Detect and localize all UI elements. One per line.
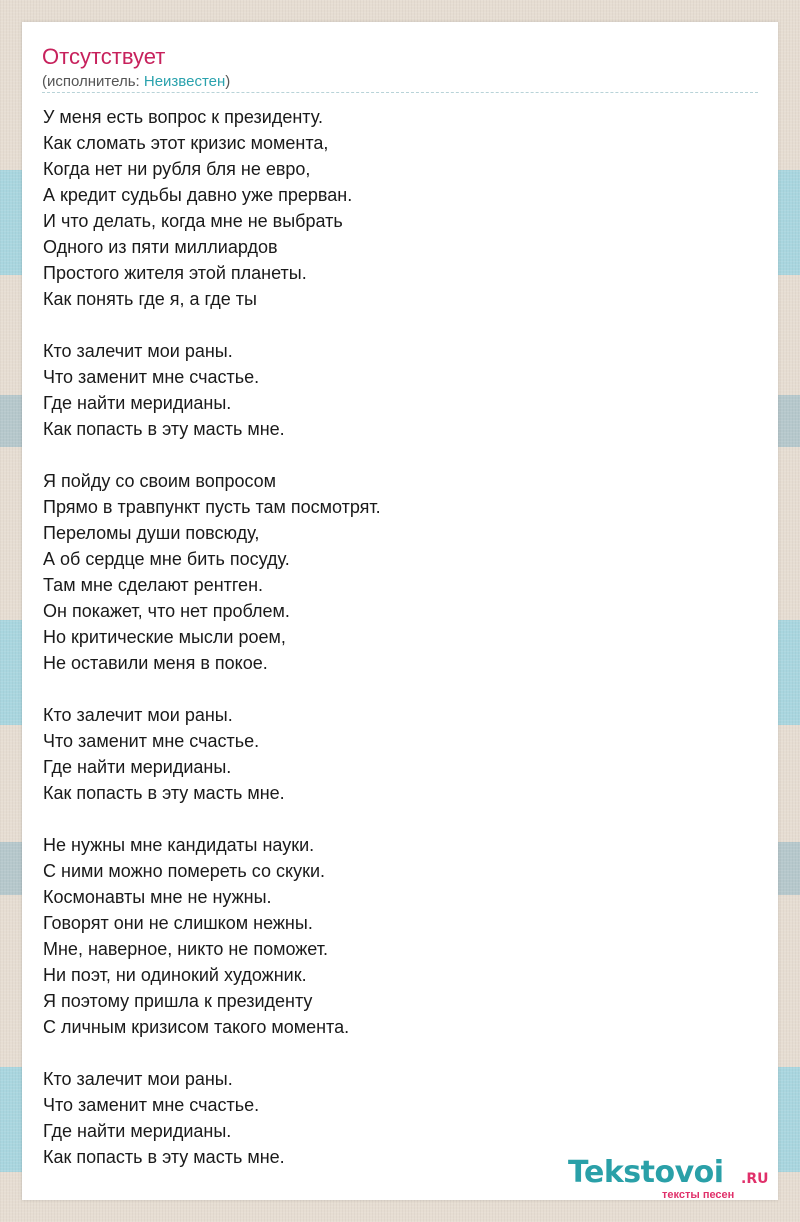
lyric-line: Когда нет ни рубля бля не евро, [43, 159, 311, 179]
artist-line [42, 73, 230, 91]
stanza [43, 338, 743, 442]
lyric-line: Там мне сделают рентген. [43, 575, 264, 595]
lyric-line: Говорят они не слишком нежны. [43, 913, 313, 933]
lyric-line: Ни поэт, ни одинокий художник. [43, 965, 307, 985]
lyric-line: Простого жителя этой планеты. [43, 263, 307, 283]
artist-link[interactable]: Неизвестен [143, 73, 226, 90]
lyric-line: Я поэтому пришла к президенту [43, 991, 313, 1011]
lyric-line: Как попасть в эту масть мне. [43, 419, 285, 439]
lyric-line: Он покажет, что нет проблем. [43, 601, 290, 621]
lyric-line: Как попасть в эту масть мне. [43, 1147, 285, 1167]
lyric-line: Но критические мысли роем, [43, 627, 286, 647]
song-title: Отсутствует [42, 44, 166, 69]
artist-suffix: ) [225, 73, 231, 90]
lyric-line: Космонавты мне не нужны. [43, 887, 272, 907]
lyrics-card [22, 22, 778, 1200]
stanza [43, 468, 743, 676]
lyric-line: Где найти меридианы. [43, 1121, 232, 1141]
lyric-line: А кредит судьбы давно уже прерван. [43, 185, 353, 205]
lyric-line: Где найти меридианы. [43, 757, 232, 777]
brand-logo-text: Tekstovoi [568, 1155, 724, 1190]
lyric-line: Переломы души повсюду, [43, 523, 260, 543]
lyric-line: Не нужны мне кандидаты науки. [43, 835, 315, 855]
site-watermark [568, 1155, 778, 1201]
lyric-line: Что заменит мне счастье. [43, 731, 260, 751]
lyric-line: Я пойду со своим вопросом [43, 471, 277, 491]
lyric-line: Что заменит мне счастье. [43, 367, 260, 387]
lyric-line: С ними можно помереть со скуки. [43, 861, 326, 881]
lyrics-body [43, 104, 743, 1196]
lyric-line: Что заменит мне счастье. [43, 1095, 260, 1115]
lyric-line: Не оставили меня в покое. [43, 653, 268, 673]
title-divider [42, 92, 758, 93]
lyric-line: Мне, наверное, никто не поможет. [43, 939, 328, 959]
lyric-line: И что делать, когда мне не выбрать [43, 211, 343, 231]
lyric-line: Как попасть в эту масть мне. [43, 783, 285, 803]
brand-tagline: тексты песен [662, 1189, 735, 1201]
stanza [43, 104, 743, 312]
lyric-line: Как понять где я, а где ты [43, 289, 257, 309]
lyric-line: Как сломать этот кризис момента, [43, 133, 329, 153]
stanza [43, 702, 743, 806]
lyric-line: А об сердце мне бить посуду. [43, 549, 290, 569]
lyric-line: Где найти меридианы. [43, 393, 232, 413]
lyric-line: Прямо в травпункт пусть там посмотрят. [43, 497, 381, 517]
lyric-line: С личным кризисом такого момента. [43, 1017, 350, 1037]
lyric-line: У меня есть вопрос к президенту. [43, 107, 323, 127]
brand-tld: .RU [741, 1171, 769, 1187]
lyric-line: Кто залечит мои раны. [43, 341, 233, 361]
lyric-line: Одного из пяти миллиардов [43, 237, 278, 257]
artist-prefix: (исполнитель: [42, 73, 144, 90]
lyric-line: Кто залечит мои раны. [43, 1069, 233, 1089]
stanza [43, 832, 743, 1040]
lyric-line: Кто залечит мои раны. [43, 705, 233, 725]
